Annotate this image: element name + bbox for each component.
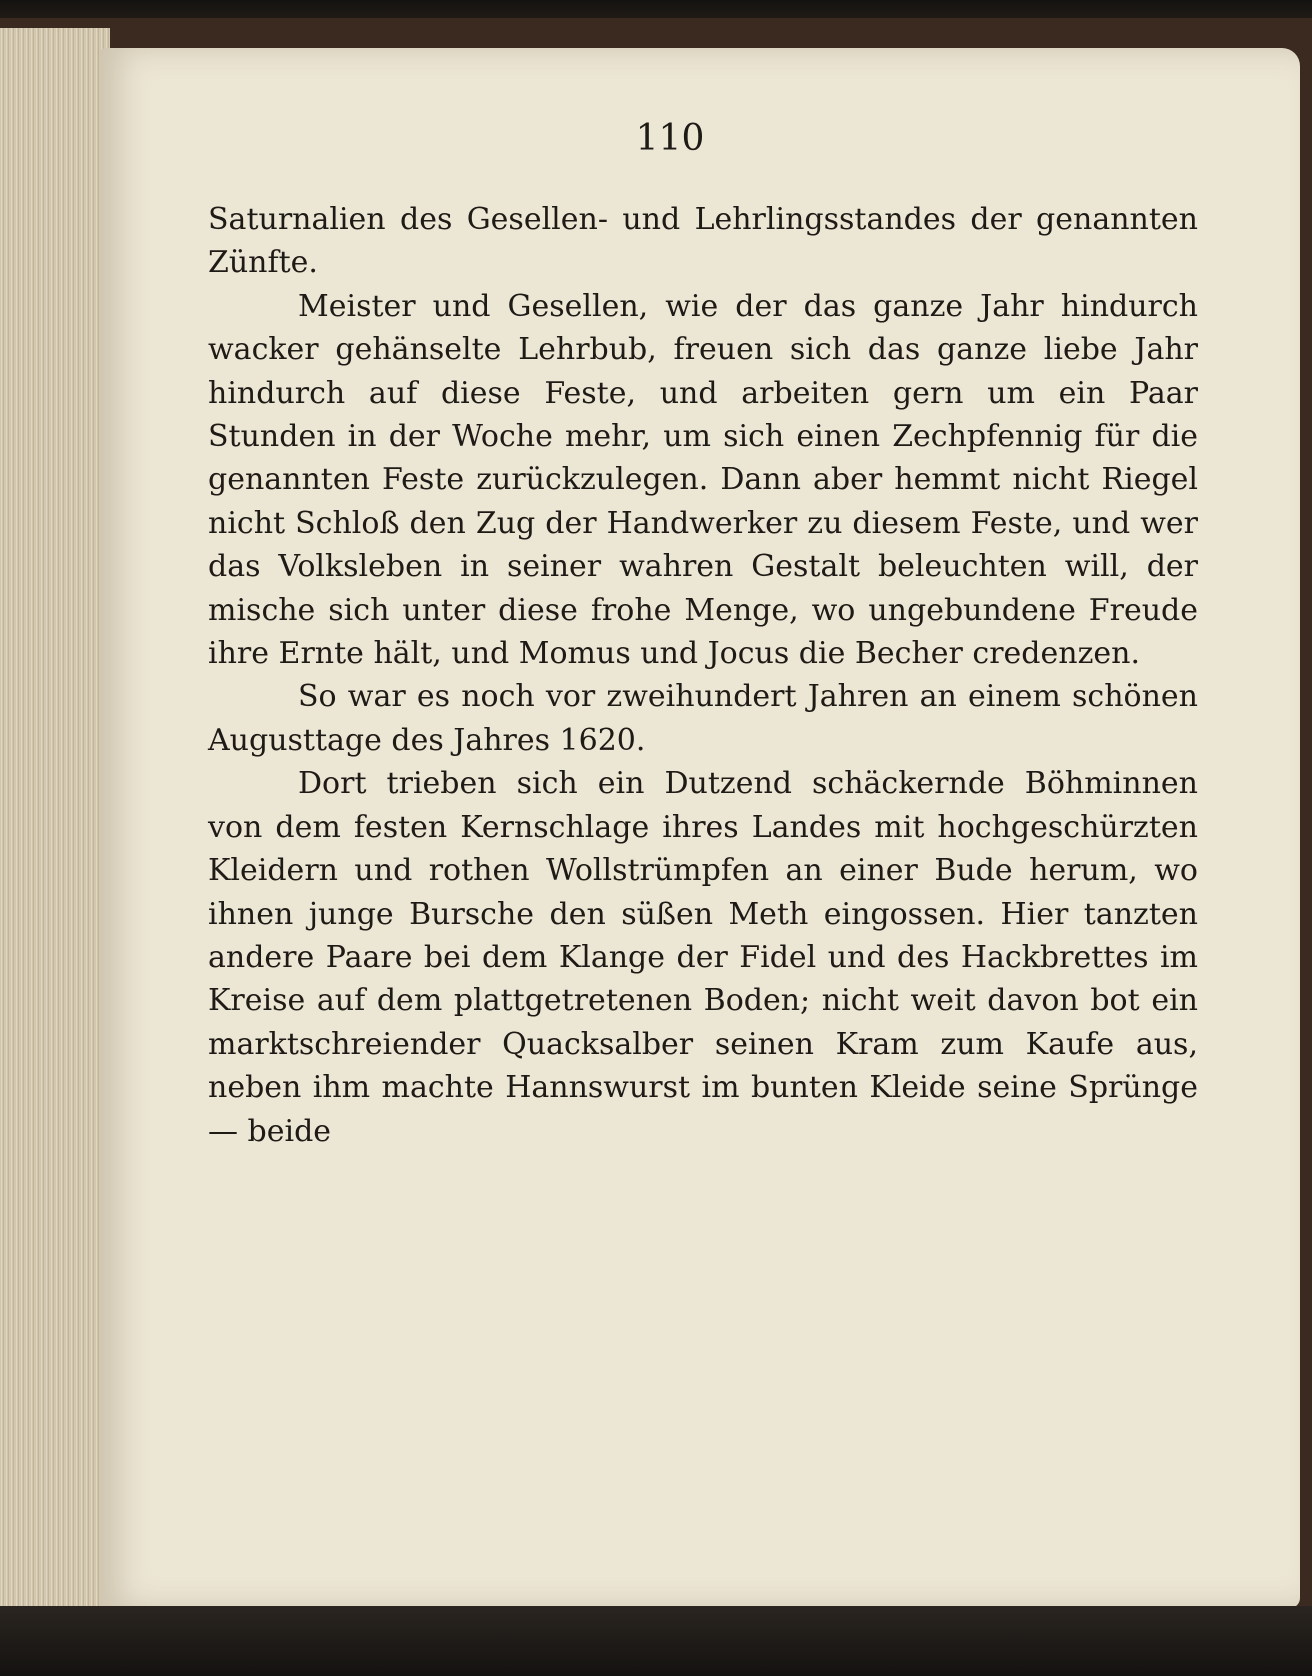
page-edges: [0, 28, 110, 1648]
paragraph-4: Dort trieben sich ein Dutzend schäckernde Böhminnen von dem festen Kernschlage ihres Landes mit hochgeschürzten Kleidern und rothen Wollstrümpfen an einer Bude herum, wo ihnen junge Bursche den süßen Meth eingossen. Hier tanzten andere Paare bei dem Klange der Fidel und des Hackbrettes im Kreise auf dem plattgetretenen Boden; nicht weit davon bot ein marktschreiender Quacksalber seinen Kram zum Kaufe aus, neben ihm machte Hannswurst im bunten Kleide seine Sprünge — beide: [208, 766, 1198, 1149]
paragraph-2: Meister und Gesellen, wie der das ganze Jahr hindurch wacker gehänselte Lehrbub, freuen sich das ganze liebe Jahr hindurch auf diese Feste, und arbeiten gern um ein Paar Stunden in der Woche mehr, um sich einen Zechpfennig für die genannten Feste zurückzulegen. Dann aber hemmt nicht Riegel nicht Schloß den Zug der Handwerker zu diesem Feste, und wer das Volksleben in seiner wahren Gestalt beleuchten will, der mische sich unter diese frohe Menge, wo ungebundene Freude ihre Ernte hält, und Momus und Jocus die Becher credenzen.: [208, 288, 1198, 672]
page-number: 110: [635, 118, 705, 159]
paragraph-1: Saturnalien des Gesellen- und Lehrlingsstandes der genannten Zünfte.: [208, 202, 1198, 281]
page-text: [208, 198, 1198, 1153]
paragraph-3: So war es noch vor zweihundert Jahren an einem schönen Augusttage des Jahres 1620.: [208, 679, 1198, 758]
book-bottom-edge: [0, 1606, 1312, 1676]
